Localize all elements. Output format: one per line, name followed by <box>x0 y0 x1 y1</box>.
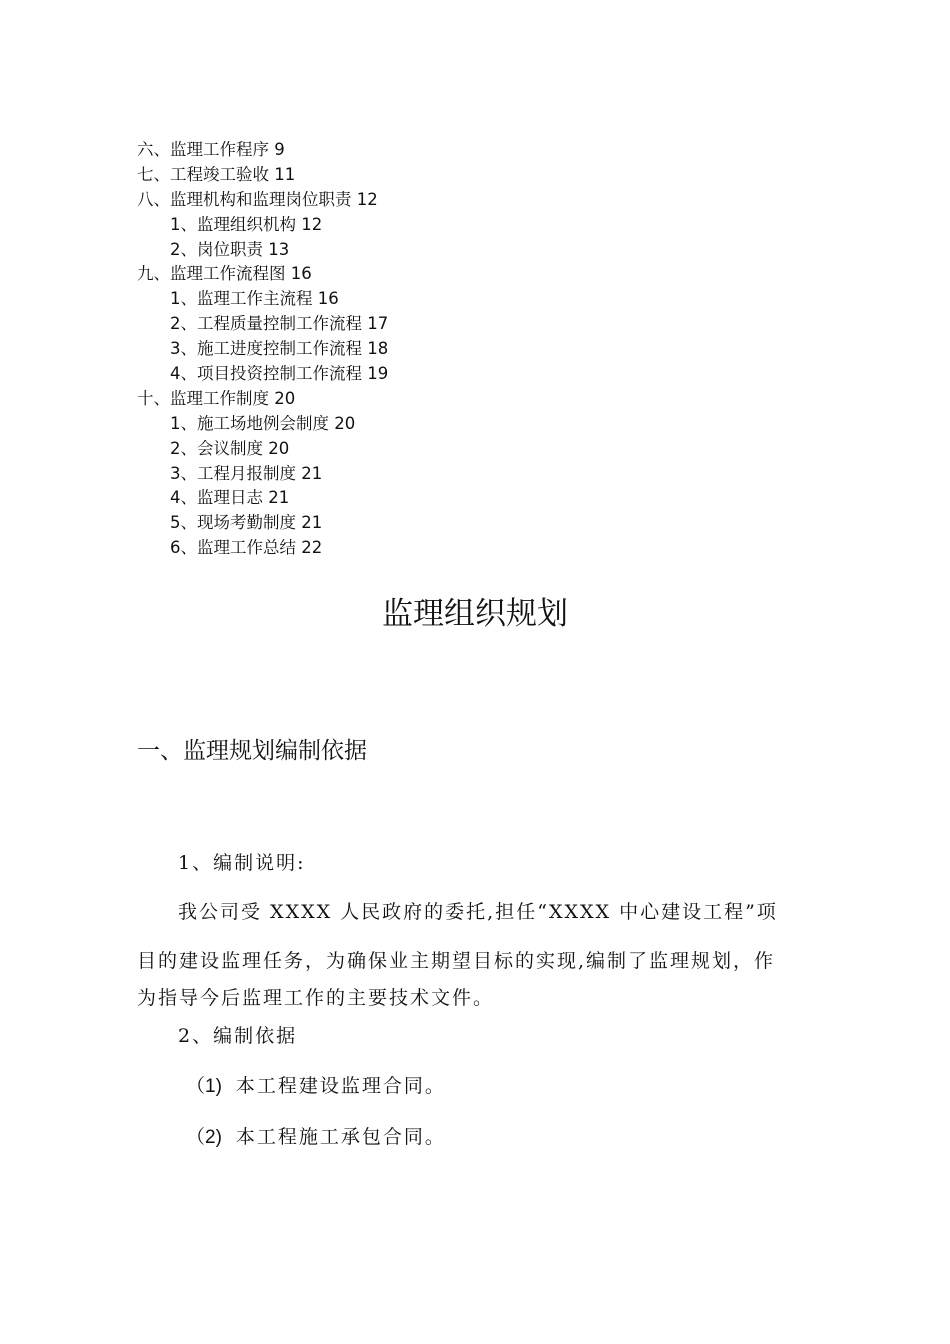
document-title: 监理组织规划 <box>382 596 568 632</box>
toc-entry[interactable]: 七、工程竣工验收 11 <box>137 164 296 184</box>
paragraph-line: 为指导今后监理工作的主要技术文件。 <box>137 987 495 1009</box>
toc-subentry[interactable]: 3、施工进度控制工作流程 18 <box>170 339 389 359</box>
toc-subentry[interactable]: 4、项目投资控制工作流程 19 <box>170 364 389 384</box>
toc-subentry[interactable]: 1、施工场地例会制度 20 <box>170 413 356 433</box>
toc-subentry[interactable]: 1、监理工作主流程 16 <box>170 289 339 309</box>
basis-item <box>186 1122 446 1153</box>
toc-subentry[interactable]: 2、工程质量控制工作流程 17 <box>170 314 389 334</box>
paragraph-line: 我公司受 XXXX 人民政府的委托,担任“XXXX 中心建设工程”项 <box>178 901 778 923</box>
basis-item <box>186 1071 446 1102</box>
paragraph-line: 目的建设监理任务，为确保业主期望目标的实现,编制了监理规划，作 <box>137 950 776 972</box>
toc-subentry[interactable]: 1、监理组织机构 12 <box>170 214 323 234</box>
toc-subentry[interactable]: 2、会议制度 20 <box>170 438 290 458</box>
toc-subentry[interactable]: 2、岗位职责 13 <box>170 239 290 259</box>
toc-entry[interactable]: 六、监理工作程序 9 <box>137 140 285 159</box>
section-heading: 一、监理规划编制依据 <box>137 738 367 764</box>
basis-item-number: （2) <box>186 1127 222 1148</box>
toc-entry[interactable]: 八、监理机构和监理岗位职责 12 <box>137 189 378 209</box>
basis-item-text: 本工程建设监理合同。 <box>235 1075 446 1097</box>
table-of-contents <box>137 138 837 561</box>
toc-subentry[interactable]: 6、监理工作总结 22 <box>170 538 323 558</box>
toc-entry[interactable]: 十、监理工作制度 20 <box>137 388 296 408</box>
toc-subentry[interactable]: 3、工程月报制度 21 <box>170 463 323 483</box>
toc-subentry[interactable]: 4、监理日志 21 <box>170 488 290 508</box>
basis-item-text: 本工程施工承包合同。 <box>235 1126 446 1148</box>
subheading-explanation: 1、编制说明: <box>178 852 306 874</box>
toc-entry[interactable]: 九、监理工作流程图 16 <box>137 264 312 284</box>
basis-item-number: （1) <box>186 1076 222 1097</box>
subheading-basis: 2、编制依据 <box>178 1025 298 1047</box>
toc-subentry[interactable]: 5、现场考勤制度 21 <box>170 513 323 533</box>
